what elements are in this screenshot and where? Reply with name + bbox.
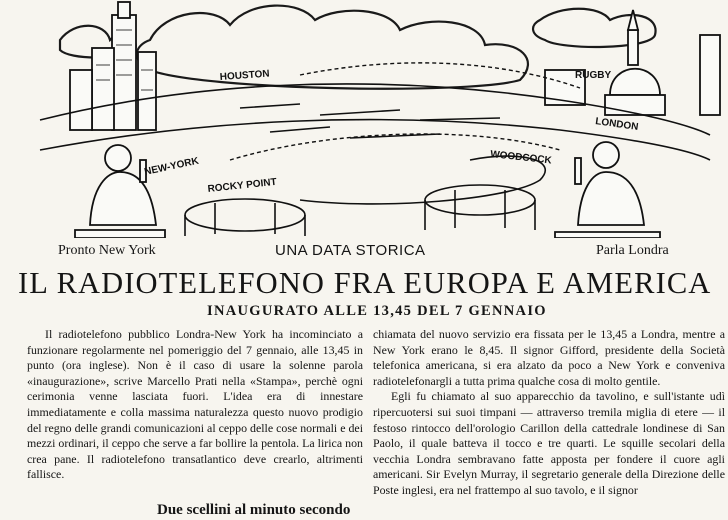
figure-london bbox=[555, 142, 660, 238]
caption-pronto-new-york: Pronto New York bbox=[58, 243, 156, 258]
label-new-york: NEW-YORK bbox=[143, 155, 200, 178]
column-right-paragraph: chiamata del nuovo servizio era fissata per le 13,45 a Londra, mentre a New York erano le 8,45. Il signor Gifford, presidente della Società telefonica americana, si era alzato da poco a New York e conveniva radiotelefonargli a tutta prima qualche cosa di molto gentile. bbox=[373, 327, 725, 388]
section-subhead: Due scellini al minuto secondo bbox=[157, 502, 351, 518]
article-column-left bbox=[27, 327, 363, 483]
label-rocky-point: ROCKY POINT bbox=[207, 176, 278, 195]
caption-parla-londra: Parla Londra bbox=[596, 243, 669, 258]
caption-data-storica: UNA DATA STORICA bbox=[275, 242, 426, 259]
transatlantic-illustration bbox=[0, 0, 728, 238]
column-right-paragraph: Egli fu chiamato al suo apparecchio da tavolino, e sull'istante udì ripercuotersi sui suoi timpani — attraverso tremila miglia di etere — il festoso rintocco dell'orologio Carillon della cattedrale londinese di San Paolo, il quale batteva il tocco e tre quarti. Le squille secolari della vecchia Londra sembravano fatte apposta per fondere il cuore agli americani. Sir Evelyn Murray, il segretario generale della Direzione delle Poste inglesi, era nel frattempo al suo tavolo, e il signor bbox=[373, 389, 725, 497]
article-subheadline: INAUGURATO ALLE 13,45 DEL 7 GENNAIO bbox=[207, 303, 547, 319]
label-rugby: RUGBY bbox=[575, 70, 612, 81]
label-london: LONDON bbox=[594, 116, 640, 134]
skyline-london bbox=[545, 10, 720, 115]
label-houston: HOUSTON bbox=[219, 68, 270, 83]
label-woodcock: WOODCOCK bbox=[489, 149, 553, 167]
column-left-paragraph: Il radiotelefono pubblico Londra-New York ha incominciato a funzionare regolarmente nel pomeriggio del 7 gennaio, alle 13,45 in punto (ora inglese). Non è il caso di usare la solenne parola «inaugurazione», scrive Marcello Prati nella «Stampa», perchè ogni cerimonia venne lasciata fuori. L'idea era di innestare immediatamente e colla massima naturalezza questo nuovo prodigio del regno delle grandi comunicazioni al ceppo delle cose normali e dei mezzi ordinari, il ceppo che serve a far bollire la pentola. La lirica non crea pane. Il radiotelefono transatlantico deve crearlo, altrimenti fallisce. bbox=[27, 327, 363, 482]
figure-new-york bbox=[75, 145, 165, 238]
article-headline: IL RADIOTELEFONO FRA EUROPA E AMERICA bbox=[18, 266, 712, 300]
article-column-right bbox=[373, 327, 725, 499]
